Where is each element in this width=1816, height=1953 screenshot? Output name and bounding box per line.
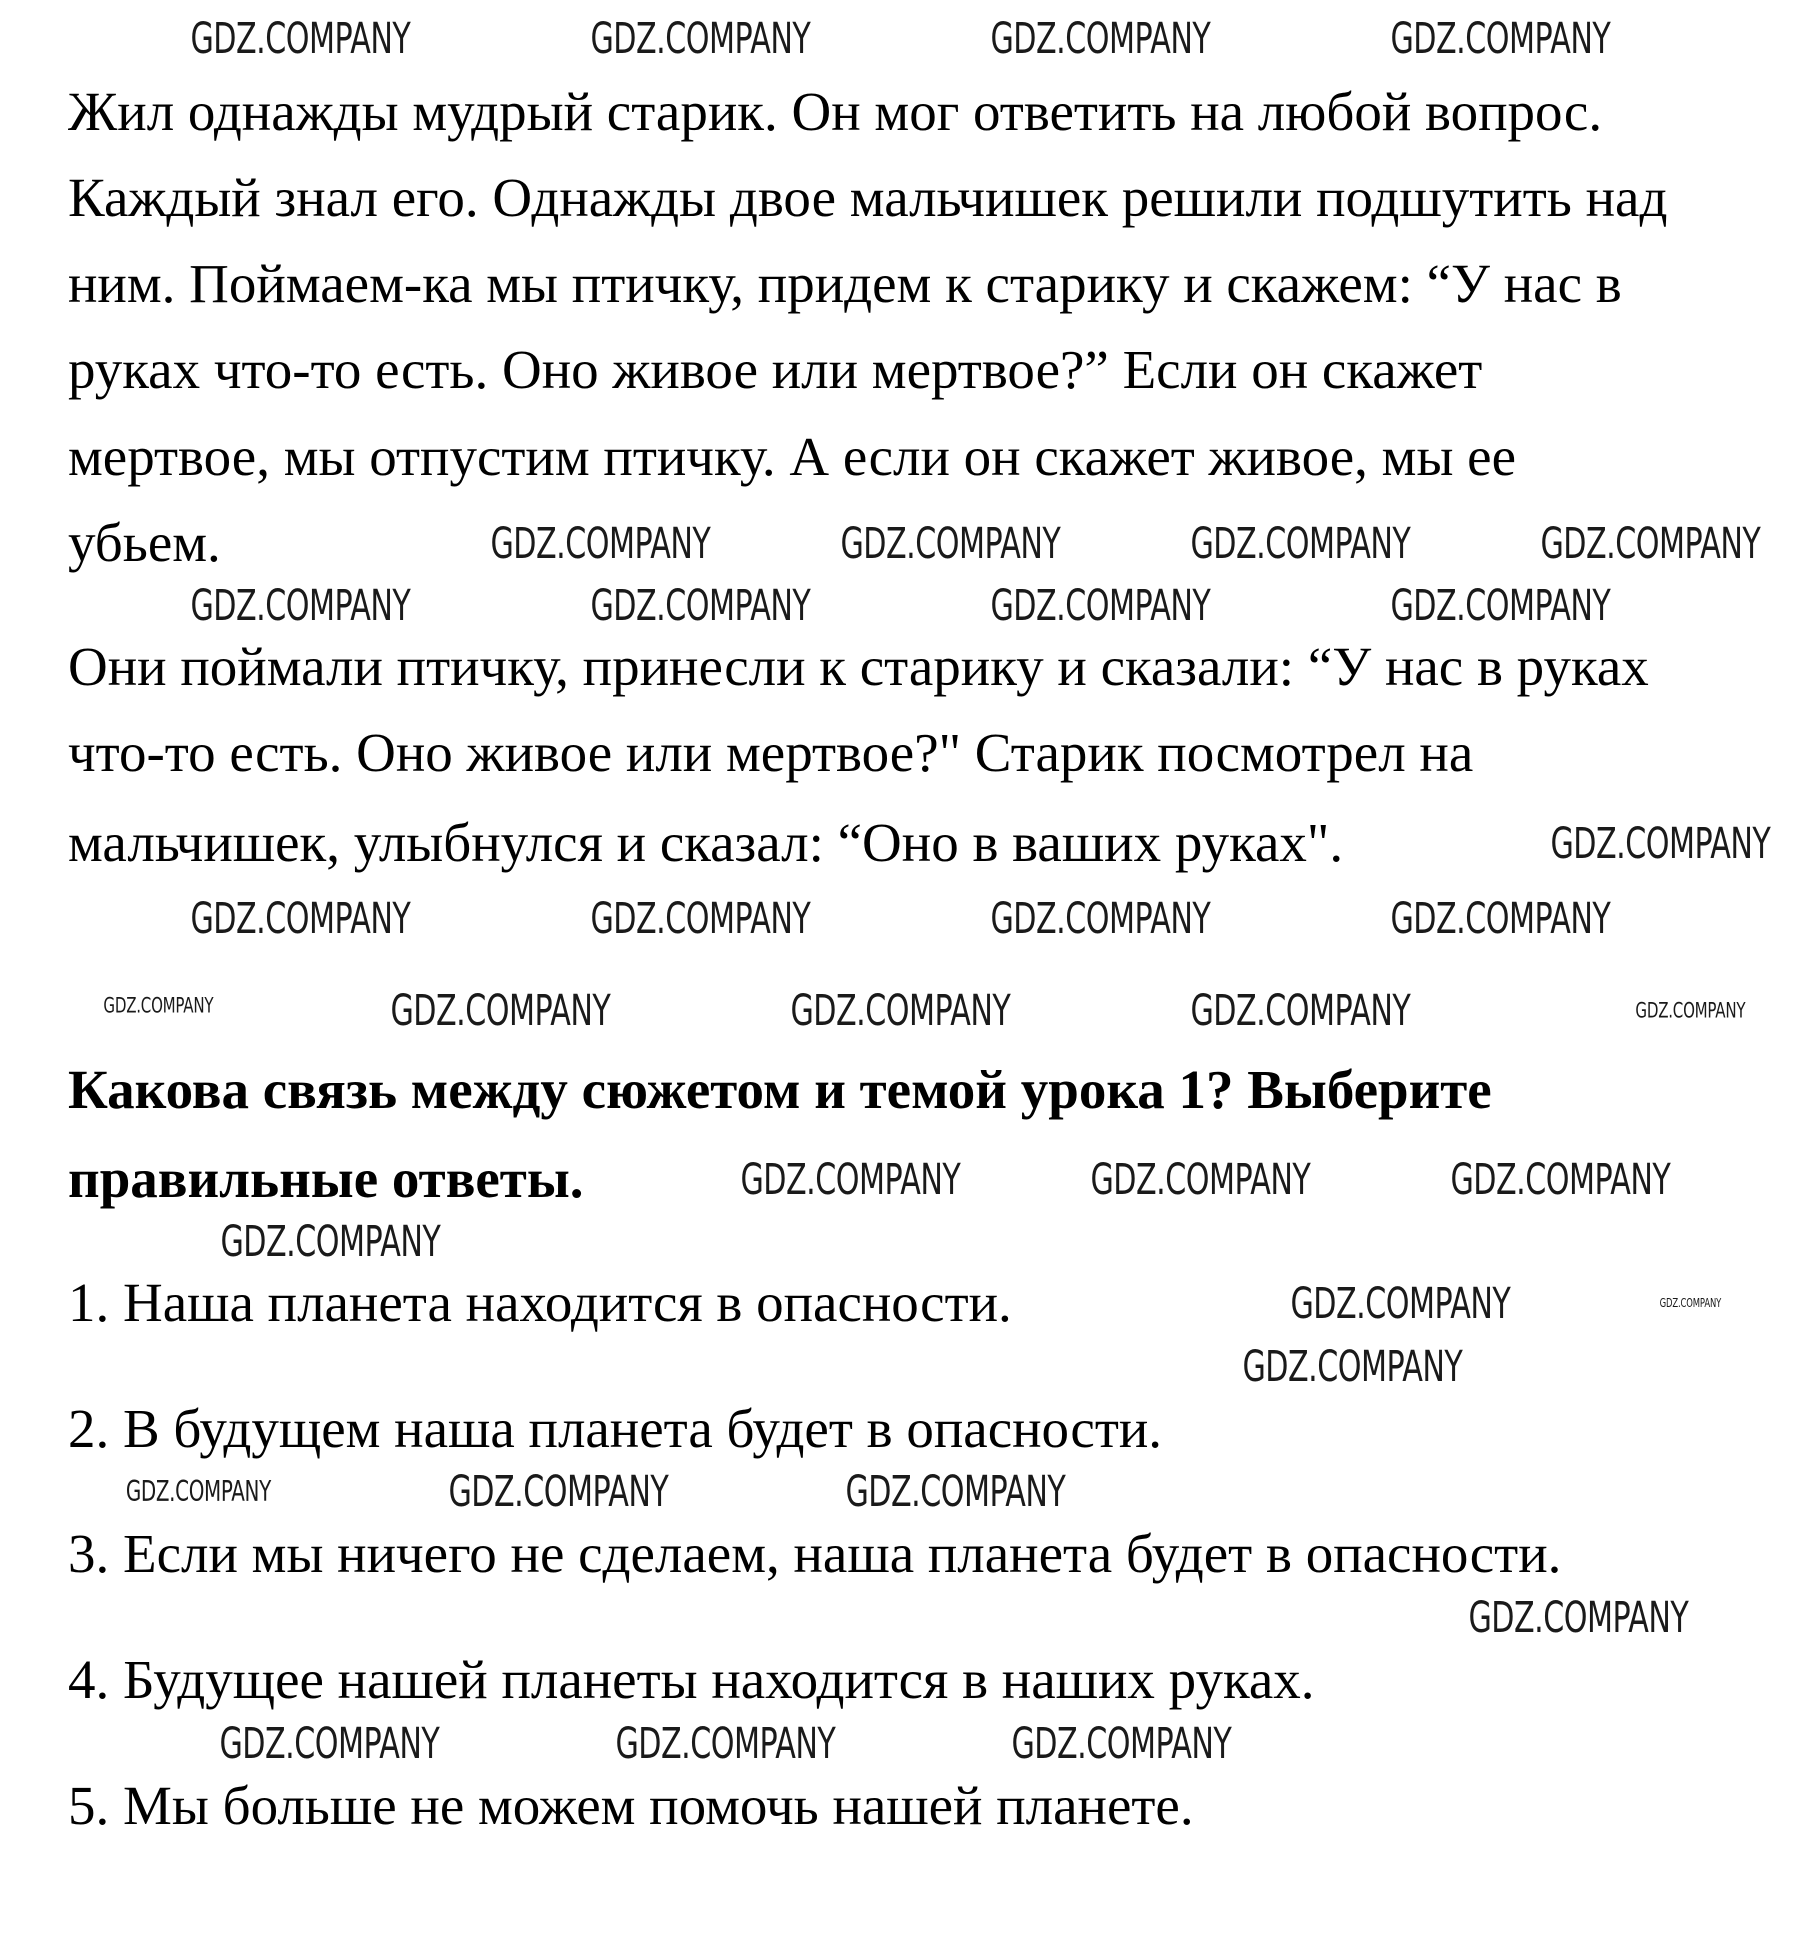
watermark: GDZ.COMPANY: [1010, 1717, 1231, 1769]
story-line: Они поймали птичку, принесли к старику и сказали: “У нас в руках: [68, 636, 1649, 697]
watermark: GDZ.COMPANY: [1289, 1277, 1510, 1329]
answer-option-3: 3. Если мы ничего не сделаем, наша планета будет в опасности.: [68, 1523, 1562, 1584]
watermark: GDZ.COMPANY: [989, 579, 1210, 631]
watermark: GDZ.COMPANY: [1539, 517, 1760, 569]
watermark: GDZ.COMPANY: [1089, 1153, 1310, 1205]
watermark: GDZ.COMPANY: [218, 1717, 439, 1769]
watermark: GDZ.COMPANY: [389, 984, 610, 1036]
watermark: GDZ.COMPANY: [102, 992, 213, 1018]
story-line: руках что-то есть. Оно живое или мертвое?” Если он скажет: [68, 339, 1483, 400]
watermark: GDZ.COMPANY: [189, 12, 410, 64]
story-line: ним. Поймаем-ка мы птичку, придем к старику и скажем: “У нас в: [68, 253, 1622, 314]
question-line: правильные ответы.: [68, 1148, 584, 1209]
watermark: GDZ.COMPANY: [1467, 1591, 1688, 1643]
watermark: GDZ.COMPANY: [739, 1153, 960, 1205]
watermark: GDZ.COMPANY: [844, 1465, 1065, 1517]
watermark: GDZ.COMPANY: [1189, 984, 1410, 1036]
watermark: GDZ.COMPANY: [189, 579, 410, 631]
watermark: GDZ.COMPANY: [1241, 1340, 1462, 1392]
watermark: GDZ.COMPANY: [989, 892, 1210, 944]
watermark: GDZ.COMPANY: [1189, 517, 1410, 569]
story-line: мальчишек, улыбнулся и сказал: “Оно в ваших руках".: [68, 812, 1344, 873]
watermark: GDZ.COMPANY: [1389, 579, 1610, 631]
watermark: GDZ.COMPANY: [589, 579, 810, 631]
story-line: что-то есть. Оно живое или мертвое?" Старик посмотрел на: [68, 722, 1474, 783]
watermark: GDZ.COMPANY: [489, 517, 710, 569]
watermark: GDZ.COMPANY: [1389, 12, 1610, 64]
question-line: Какова связь между сюжетом и темой урока 1? Выберите: [68, 1059, 1492, 1120]
watermark: GDZ.COMPANY: [1659, 1295, 1721, 1311]
watermark: GDZ.COMPANY: [839, 517, 1060, 569]
watermark: GDZ.COMPANY: [989, 12, 1210, 64]
watermark: GDZ.COMPANY: [589, 12, 810, 64]
answer-option-2: 2. В будущем наша планета будет в опасности.: [68, 1398, 1163, 1459]
story-line: убьем.: [68, 512, 221, 573]
watermark: GDZ.COMPANY: [589, 892, 810, 944]
watermark: GDZ.COMPANY: [219, 1215, 440, 1267]
watermark: GDZ.COMPANY: [1634, 997, 1745, 1023]
story-line: Каждый знал его. Однажды двое мальчишек решили подшутить над: [68, 167, 1668, 228]
story-line: мертвое, мы отпустим птичку. А если он скажет живое, мы ее: [68, 426, 1516, 487]
watermark: GDZ.COMPANY: [789, 984, 1010, 1036]
story-line: Жил однажды мудрый старик. Он мог ответить на любой вопрос.: [68, 81, 1603, 142]
answer-option-5: 5. Мы больше не можем помочь нашей планете.: [68, 1775, 1194, 1836]
answer-option-1: 1. Наша планета находится в опасности.: [68, 1272, 1012, 1333]
watermark: GDZ.COMPANY: [447, 1465, 668, 1517]
watermark: GDZ.COMPANY: [1549, 817, 1770, 869]
watermark: GDZ.COMPANY: [189, 892, 410, 944]
watermark: GDZ.COMPANY: [614, 1717, 835, 1769]
watermark: GDZ.COMPANY: [1389, 892, 1610, 944]
answer-option-4: 4. Будущее нашей планеты находится в наших руках.: [68, 1649, 1315, 1710]
watermark: GDZ.COMPANY: [125, 1474, 271, 1508]
watermark: GDZ.COMPANY: [1449, 1153, 1670, 1205]
